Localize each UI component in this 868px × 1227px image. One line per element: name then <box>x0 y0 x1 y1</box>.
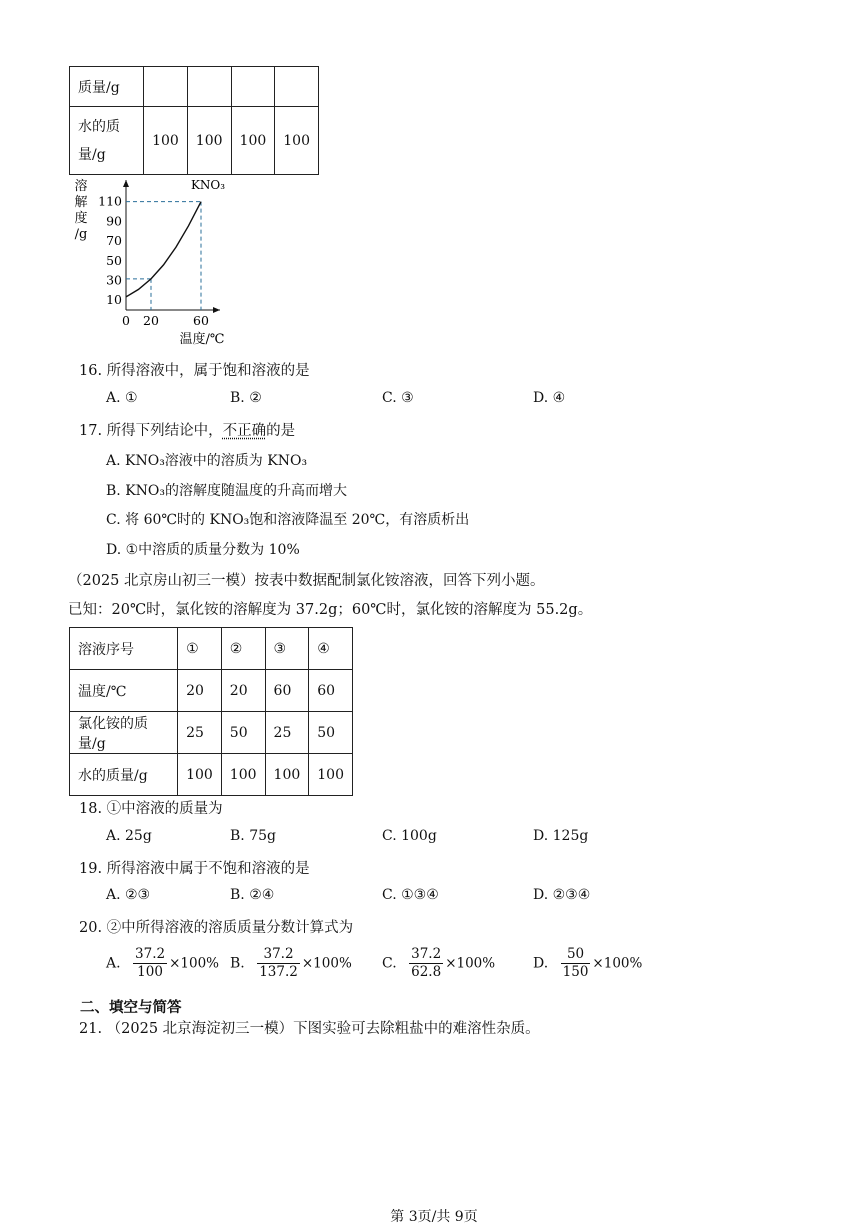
fraction <box>409 946 443 981</box>
q18-option-b[interactable]: B. 75g <box>230 828 276 844</box>
q19-option-b[interactable]: B. ②④ <box>230 887 275 903</box>
y-tick-label: 50 <box>106 252 122 268</box>
q16-option-b[interactable]: B. ② <box>230 390 262 406</box>
q17-stem-post: 的是 <box>266 423 296 439</box>
table-cell <box>275 67 319 107</box>
x-tick-label: 0 <box>122 313 130 328</box>
option-letter: D. <box>533 955 549 972</box>
q17-option-a[interactable]: A. KNO₃溶液中的溶质为 KNO₃ <box>106 453 308 469</box>
fraction <box>257 946 300 981</box>
q17-stem-pre: 17. 所得下列结论中， <box>79 423 223 439</box>
question-18-stem: 18. ①中溶液的质量为 <box>79 801 223 817</box>
denominator: 100 <box>137 964 163 980</box>
q17-stem-emphasis: 不正确 <box>222 423 267 439</box>
row-label: 氯化铵的质量/g <box>70 712 178 754</box>
table-cell: 25 <box>265 712 309 754</box>
q20-option-b[interactable] <box>230 946 352 981</box>
numerator: 37.2 <box>135 946 166 962</box>
fraction <box>561 946 591 981</box>
table-cell: 100 <box>275 107 319 175</box>
table-cell: 100 <box>265 754 309 796</box>
question-21-stem: 21. （2025 北京海淀初三一模）下图实验可去除粗盐中的难溶性杂质。 <box>79 1021 540 1037</box>
table-cell: 100 <box>144 107 188 175</box>
row-label: 水的质量/g <box>70 107 144 175</box>
table-cell <box>144 67 188 107</box>
denominator: 137.2 <box>259 964 298 980</box>
numerator: 37.2 <box>257 946 300 964</box>
table-cell: 100 <box>231 107 275 175</box>
x-axis-arrow <box>213 307 220 313</box>
option-letter: B. <box>230 955 245 972</box>
table-cell: 20 <box>178 670 222 712</box>
q20-option-d[interactable] <box>533 946 642 981</box>
denominator: 62.8 <box>411 964 442 980</box>
q17-option-b[interactable]: B. KNO₃的溶解度随温度的升高而增大 <box>106 483 347 499</box>
row-label: 温度/℃ <box>70 670 178 712</box>
table-cell: ③ <box>265 628 309 670</box>
q19-option-c[interactable]: C. ①③④ <box>382 887 439 903</box>
denominator: 150 <box>562 964 589 980</box>
table-cell: ① <box>178 628 222 670</box>
ylabel-char: 溶 <box>74 179 88 194</box>
q18-option-d[interactable]: D. 125g <box>533 828 589 844</box>
table-cell <box>187 67 231 107</box>
y-tick-label: 70 <box>106 233 122 249</box>
q18-option-a[interactable]: A. 25g <box>106 828 152 844</box>
table-cell: 100 <box>178 754 222 796</box>
table-cell <box>231 67 275 107</box>
y-tick-label: 110 <box>98 193 122 209</box>
multiplier: ×100% <box>592 955 643 972</box>
question-17-stem <box>79 419 295 440</box>
table-cell: 25 <box>178 712 222 754</box>
chart-xlabel: 温度/℃ <box>179 332 225 347</box>
table-cell: 20 <box>221 670 265 712</box>
q20-option-c[interactable] <box>382 946 495 981</box>
group-intro: （2025 北京房山初三一模）按表中数据配制氯化铵溶液，回答下列小题。 <box>68 573 545 589</box>
y-axis-arrow <box>123 180 129 187</box>
table-cell: 100 <box>221 754 265 796</box>
option-letter: A. <box>106 955 121 972</box>
numerator: 50 <box>561 946 591 964</box>
q19-option-a[interactable]: A. ②③ <box>106 887 151 903</box>
page-footer: 第 3页/共 9页 <box>390 1209 478 1225</box>
q19-option-d[interactable]: D. ②③④ <box>533 887 591 903</box>
numerator: 37.2 <box>411 946 442 962</box>
row-label: 溶液序号 <box>70 628 178 670</box>
table-cell: 60 <box>309 670 353 712</box>
table-cell: 100 <box>309 754 353 796</box>
q20-option-a[interactable] <box>106 946 219 981</box>
x-tick-label: 60 <box>193 313 209 328</box>
known-conditions: 已知：20℃时，氯化铵的溶解度为 37.2g；60℃时，氯化铵的溶解度为 55.2g。 <box>68 602 593 618</box>
table-cell: 50 <box>221 712 265 754</box>
table-cell: ④ <box>309 628 353 670</box>
mass-table-top <box>69 66 319 175</box>
q17-option-d[interactable]: D. ①中溶质的质量分数为 10% <box>106 542 300 558</box>
q16-option-d[interactable]: D. ④ <box>533 390 566 406</box>
ylabel-char: /g <box>74 227 88 242</box>
ammonium-chloride-table <box>69 627 353 796</box>
y-tick-label: 30 <box>106 272 122 288</box>
table-cell: 50 <box>309 712 353 754</box>
multiplier: ×100% <box>169 955 219 972</box>
multiplier: ×100% <box>301 955 352 972</box>
row-label: 水的质量/g <box>70 754 178 796</box>
table-cell: ② <box>221 628 265 670</box>
question-20-stem: 20. ②中所得溶液的溶质质量分数计算式为 <box>79 920 354 936</box>
solubility-chart <box>70 176 240 348</box>
y-tick-label: 90 <box>106 213 122 229</box>
curve-label: KNO₃ <box>190 178 226 192</box>
fraction <box>133 946 167 981</box>
q17-option-c[interactable]: C. 将 60℃时的 KNO₃饱和溶液降温至 20℃，有溶质析出 <box>106 512 470 528</box>
multiplier: ×100% <box>445 955 496 972</box>
row-label: 质量/g <box>70 67 144 107</box>
q16-option-c[interactable]: C. ③ <box>382 390 414 406</box>
q16-option-a[interactable]: A. ① <box>106 390 138 406</box>
table-cell: 100 <box>187 107 231 175</box>
series-line-kno3 <box>126 202 201 297</box>
chart-ylabel <box>74 178 87 242</box>
option-letter: C. <box>382 955 397 972</box>
x-tick-label: 20 <box>143 313 159 328</box>
q18-option-c[interactable]: C. 100g <box>382 828 437 844</box>
question-19-stem: 19. 所得溶液中属于不饱和溶液的是 <box>79 861 310 877</box>
question-16-stem: 16. 所得溶液中，属于饱和溶液的是 <box>79 363 310 379</box>
table-cell: 60 <box>265 670 309 712</box>
ylabel-char: 度 <box>74 211 88 226</box>
y-tick-label: 10 <box>106 292 122 308</box>
section-heading: 二、填空与简答 <box>80 999 182 1016</box>
ylabel-char: 解 <box>74 195 88 210</box>
